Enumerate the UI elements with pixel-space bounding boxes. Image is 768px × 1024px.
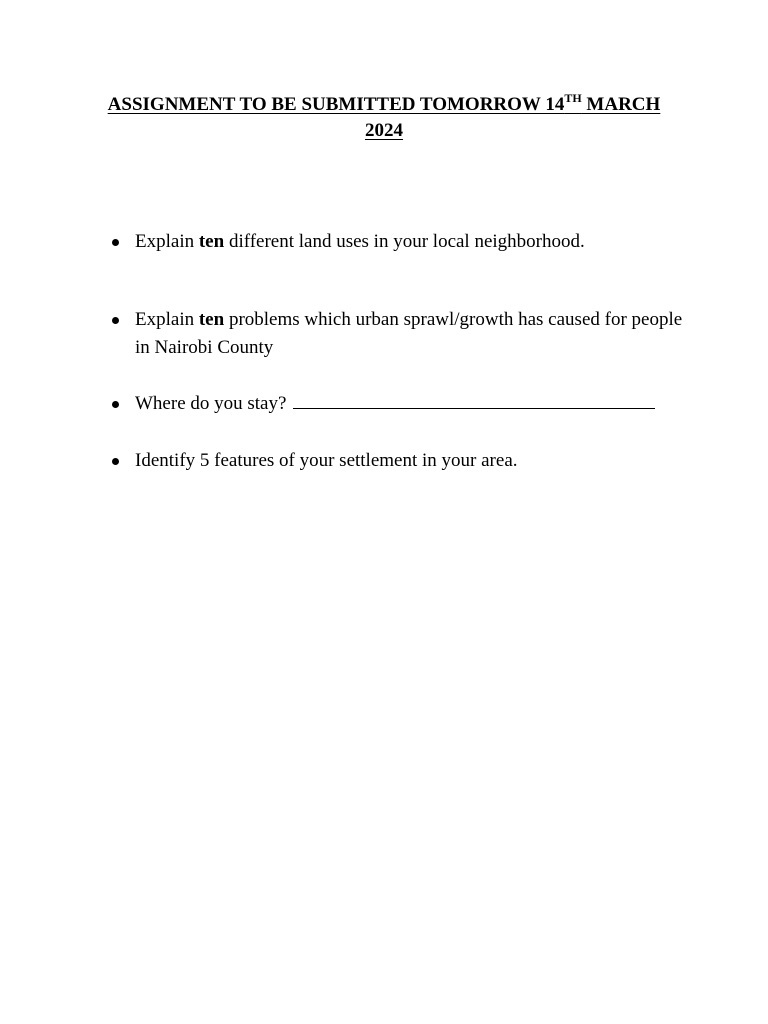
heading-line1-prefix: ASSIGNMENT TO BE SUBMITTED TOMORROW 14 [107,94,565,115]
assignment-heading [84,92,684,144]
bullet-question: Where do you stay? [135,393,287,414]
bullet-icon [112,317,119,324]
list-item [112,306,692,362]
heading-superscript: TH [564,90,582,105]
bullet-text: Identify 5 features of your settlement in your area. [135,450,518,471]
heading-line1-suffix: MARCH [581,94,661,115]
bullet-text [135,306,692,362]
bullet-icon [112,239,119,246]
bullet-text [135,390,692,418]
bullet-text-after: different land uses in your local neighborhood. [224,231,585,252]
list-item [112,447,692,475]
bullet-text-before: Explain [135,309,199,330]
bullet-text-before: Explain [135,231,199,252]
bullet-text [135,228,692,256]
bullet-text-after: problems which urban sprawl/growth has caused for people in Nairobi County [135,309,683,358]
bullet-text-bold: ten [198,231,225,252]
bullet-text-bold: ten [198,309,225,330]
answer-blank-line[interactable] [293,390,655,409]
list-item [112,228,692,256]
heading-line2: 2024 [365,120,403,141]
bullet-icon [112,401,119,408]
list-item [112,390,692,418]
bullet-icon [112,458,119,465]
